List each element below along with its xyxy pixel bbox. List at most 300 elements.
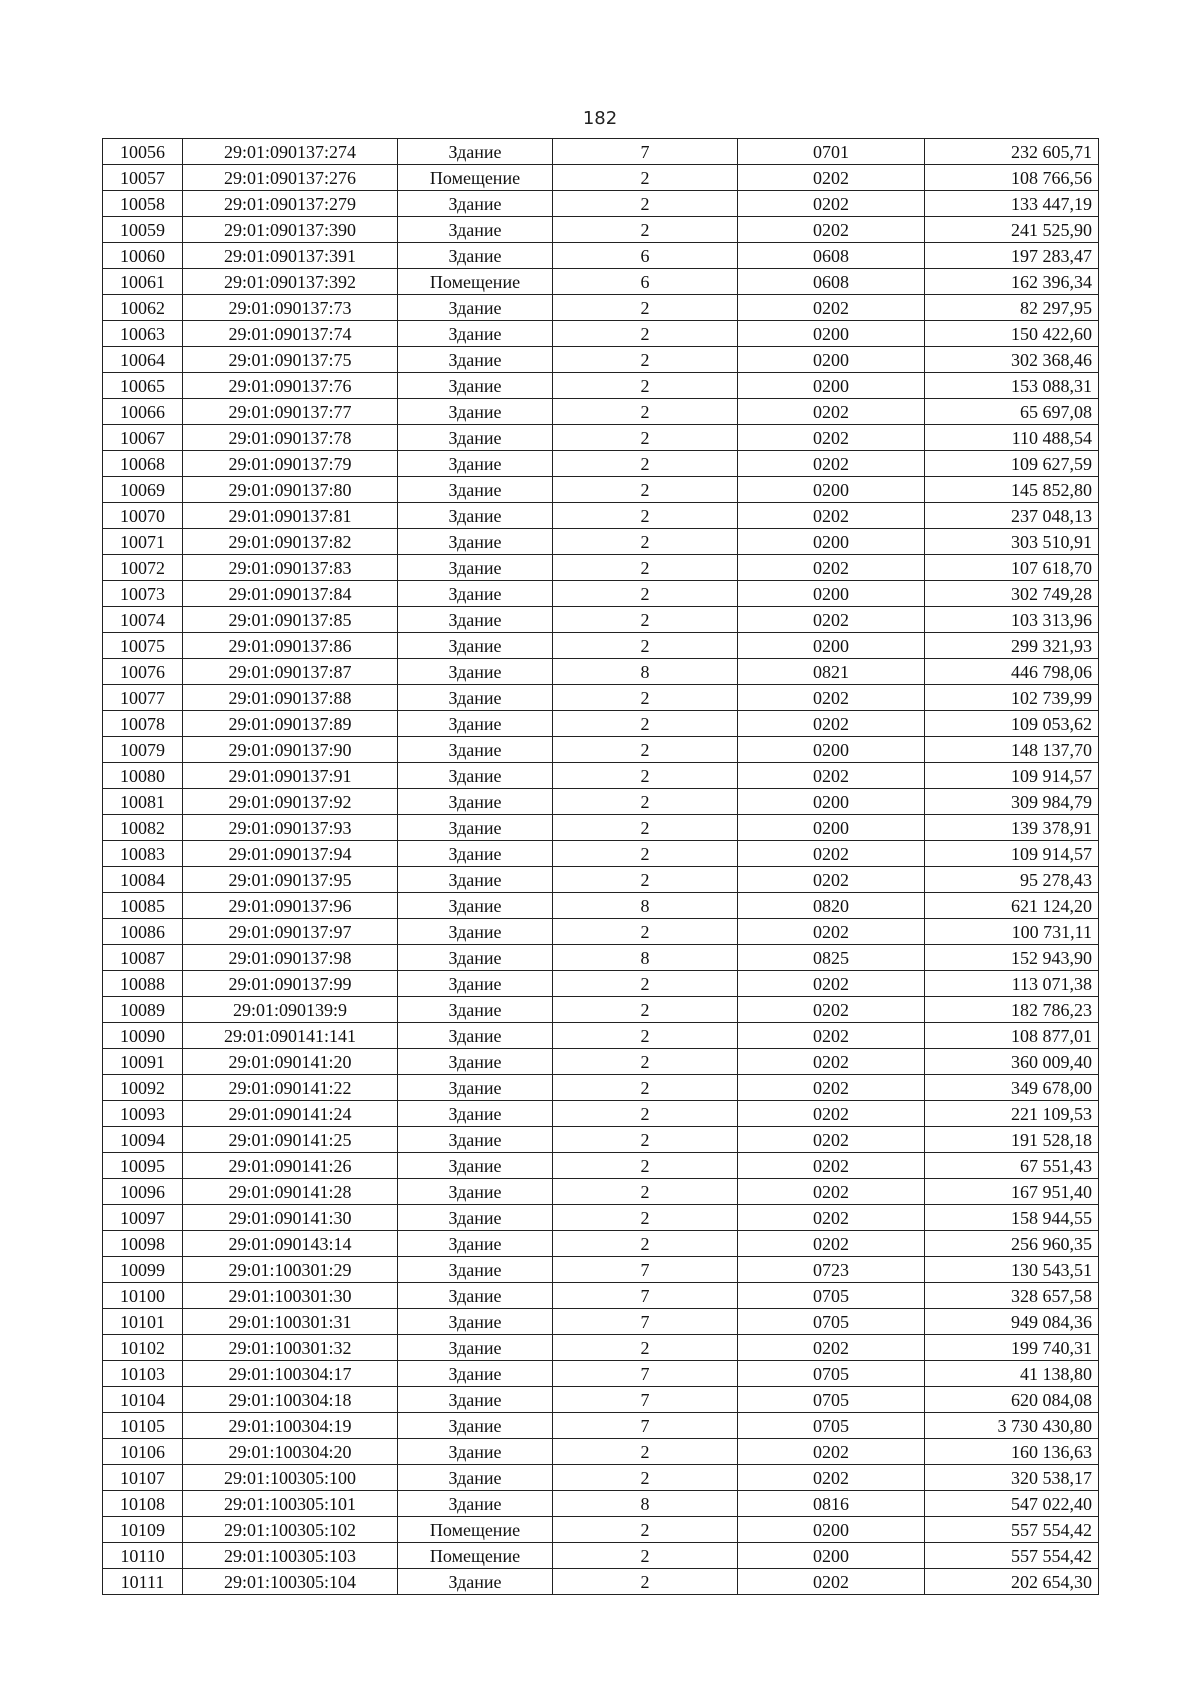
subgroup-code-cell: 0200	[738, 1543, 925, 1569]
subgroup-code-cell: 0821	[738, 659, 925, 685]
group-cell: 2	[553, 1101, 738, 1127]
object-type-cell: Здание	[398, 581, 553, 607]
record-number-cell: 10058	[103, 191, 183, 217]
record-number-cell: 10076	[103, 659, 183, 685]
group-cell: 2	[553, 503, 738, 529]
object-type-cell: Здание	[398, 1283, 553, 1309]
cadastral-value-cell: 237 048,13	[925, 503, 1099, 529]
cadastral-number-cell: 29:01:100305:103	[183, 1543, 398, 1569]
table-row	[103, 217, 1099, 243]
subgroup-code-cell: 0202	[738, 1075, 925, 1101]
object-type-cell: Здание	[398, 1127, 553, 1153]
cadastral-number-cell: 29:01:090137:98	[183, 945, 398, 971]
subgroup-code-cell: 0202	[738, 1335, 925, 1361]
record-number-cell: 10110	[103, 1543, 183, 1569]
record-number-cell: 10070	[103, 503, 183, 529]
object-type-cell: Здание	[398, 1101, 553, 1127]
table-row	[103, 971, 1099, 997]
subgroup-code-cell: 0202	[738, 555, 925, 581]
cadastral-value-cell: 103 313,96	[925, 607, 1099, 633]
group-cell: 2	[553, 867, 738, 893]
object-type-cell: Здание	[398, 711, 553, 737]
group-cell: 2	[553, 1465, 738, 1491]
record-number-cell: 10099	[103, 1257, 183, 1283]
table-row	[103, 1101, 1099, 1127]
object-type-cell: Здание	[398, 1257, 553, 1283]
cadastral-number-cell: 29:01:090137:75	[183, 347, 398, 373]
table-row	[103, 1075, 1099, 1101]
object-type-cell: Здание	[398, 867, 553, 893]
cadastral-number-cell: 29:01:090141:24	[183, 1101, 398, 1127]
cadastral-value-cell: 620 084,08	[925, 1387, 1099, 1413]
object-type-cell: Помещение	[398, 1543, 553, 1569]
record-number-cell: 10098	[103, 1231, 183, 1257]
table-row	[103, 763, 1099, 789]
record-number-cell: 10069	[103, 477, 183, 503]
object-type-cell: Здание	[398, 1413, 553, 1439]
cadastral-value-cell: 191 528,18	[925, 1127, 1099, 1153]
cadastral-number-cell: 29:01:090141:141	[183, 1023, 398, 1049]
cadastral-value-cell: 148 137,70	[925, 737, 1099, 763]
record-number-cell: 10105	[103, 1413, 183, 1439]
cadastral-number-cell: 29:01:090137:78	[183, 425, 398, 451]
subgroup-code-cell: 0202	[738, 295, 925, 321]
cadastral-number-cell: 29:01:090141:26	[183, 1153, 398, 1179]
cadastral-value-cell: 547 022,40	[925, 1491, 1099, 1517]
table-row	[103, 893, 1099, 919]
subgroup-code-cell: 0202	[738, 1049, 925, 1075]
subgroup-code-cell: 0701	[738, 139, 925, 165]
table-row	[103, 347, 1099, 373]
object-type-cell: Здание	[398, 139, 553, 165]
record-number-cell: 10084	[103, 867, 183, 893]
group-cell: 8	[553, 659, 738, 685]
cadastral-value-cell: 160 136,63	[925, 1439, 1099, 1465]
cadastral-value-cell: 145 852,80	[925, 477, 1099, 503]
table-row	[103, 1491, 1099, 1517]
group-cell: 2	[553, 1049, 738, 1075]
page-number: 182	[582, 108, 618, 129]
record-number-cell: 10079	[103, 737, 183, 763]
group-cell: 2	[553, 1075, 738, 1101]
object-type-cell: Здание	[398, 243, 553, 269]
record-number-cell: 10093	[103, 1101, 183, 1127]
object-type-cell: Здание	[398, 529, 553, 555]
record-number-cell: 10071	[103, 529, 183, 555]
group-cell: 2	[553, 529, 738, 555]
subgroup-code-cell: 0202	[738, 399, 925, 425]
record-number-cell: 10060	[103, 243, 183, 269]
subgroup-code-cell: 0202	[738, 1101, 925, 1127]
cadastral-value-cell: 949 084,36	[925, 1309, 1099, 1335]
cadastral-value-cell: 133 447,19	[925, 191, 1099, 217]
group-cell: 2	[553, 919, 738, 945]
group-cell: 2	[553, 1179, 738, 1205]
cadastral-value-cell: 256 960,35	[925, 1231, 1099, 1257]
group-cell: 7	[553, 1257, 738, 1283]
group-cell: 2	[553, 997, 738, 1023]
group-cell: 2	[553, 607, 738, 633]
table-row	[103, 503, 1099, 529]
record-number-cell: 10111	[103, 1569, 183, 1595]
object-type-cell: Помещение	[398, 165, 553, 191]
record-number-cell: 10090	[103, 1023, 183, 1049]
group-cell: 2	[553, 425, 738, 451]
group-cell: 2	[553, 165, 738, 191]
cadastral-number-cell: 29:01:100304:20	[183, 1439, 398, 1465]
cadastral-number-cell: 29:01:100305:100	[183, 1465, 398, 1491]
record-number-cell: 10095	[103, 1153, 183, 1179]
record-number-cell: 10101	[103, 1309, 183, 1335]
object-type-cell: Здание	[398, 737, 553, 763]
cadastral-value-cell: 202 654,30	[925, 1569, 1099, 1595]
record-number-cell: 10088	[103, 971, 183, 997]
record-number-cell: 10106	[103, 1439, 183, 1465]
object-type-cell: Здание	[398, 919, 553, 945]
record-number-cell: 10097	[103, 1205, 183, 1231]
subgroup-code-cell: 0202	[738, 841, 925, 867]
cadastral-number-cell: 29:01:090137:391	[183, 243, 398, 269]
cadastral-number-cell: 29:01:090137:86	[183, 633, 398, 659]
record-number-cell: 10087	[103, 945, 183, 971]
object-type-cell: Здание	[398, 763, 553, 789]
record-number-cell: 10091	[103, 1049, 183, 1075]
cadastral-number-cell: 29:01:090137:88	[183, 685, 398, 711]
object-type-cell: Здание	[398, 1049, 553, 1075]
table-row	[103, 997, 1099, 1023]
group-cell: 2	[553, 763, 738, 789]
subgroup-code-cell: 0200	[738, 321, 925, 347]
subgroup-code-cell: 0202	[738, 1023, 925, 1049]
table-row	[103, 295, 1099, 321]
cadastral-number-cell: 29:01:090137:79	[183, 451, 398, 477]
object-type-cell: Здание	[398, 893, 553, 919]
table-row	[103, 607, 1099, 633]
cadastral-number-cell: 29:01:090137:91	[183, 763, 398, 789]
subgroup-code-cell: 0816	[738, 1491, 925, 1517]
cadastral-value-cell: 349 678,00	[925, 1075, 1099, 1101]
group-cell: 2	[553, 581, 738, 607]
group-cell: 2	[553, 1517, 738, 1543]
table-row	[103, 529, 1099, 555]
object-type-cell: Здание	[398, 191, 553, 217]
cadastral-value-cell: 150 422,60	[925, 321, 1099, 347]
cadastral-value-cell: 82 297,95	[925, 295, 1099, 321]
group-cell: 2	[553, 841, 738, 867]
group-cell: 7	[553, 139, 738, 165]
cadastral-value-cell: 302 749,28	[925, 581, 1099, 607]
group-cell: 2	[553, 1439, 738, 1465]
object-type-cell: Здание	[398, 659, 553, 685]
record-number-cell: 10061	[103, 269, 183, 295]
cadastral-value-cell: 102 739,99	[925, 685, 1099, 711]
record-number-cell: 10068	[103, 451, 183, 477]
table-row	[103, 1517, 1099, 1543]
cadastral-number-cell: 29:01:090137:93	[183, 815, 398, 841]
cadastral-value-cell: 95 278,43	[925, 867, 1099, 893]
cadastral-number-cell: 29:01:090137:87	[183, 659, 398, 685]
table-row	[103, 1179, 1099, 1205]
object-type-cell: Здание	[398, 399, 553, 425]
object-type-cell: Здание	[398, 1491, 553, 1517]
cadastral-value-cell: 232 605,71	[925, 139, 1099, 165]
record-number-cell: 10103	[103, 1361, 183, 1387]
subgroup-code-cell: 0202	[738, 1179, 925, 1205]
subgroup-code-cell: 0705	[738, 1413, 925, 1439]
object-type-cell: Здание	[398, 347, 553, 373]
record-number-cell: 10104	[103, 1387, 183, 1413]
record-number-cell: 10086	[103, 919, 183, 945]
record-number-cell: 10075	[103, 633, 183, 659]
record-number-cell: 10074	[103, 607, 183, 633]
table-row	[103, 919, 1099, 945]
table-row	[103, 1309, 1099, 1335]
table-row	[103, 139, 1099, 165]
group-cell: 7	[553, 1413, 738, 1439]
group-cell: 6	[553, 243, 738, 269]
cadastral-value-cell: 107 618,70	[925, 555, 1099, 581]
group-cell: 2	[553, 1127, 738, 1153]
cadastral-value-cell: 3 730 430,80	[925, 1413, 1099, 1439]
object-type-cell: Здание	[398, 555, 553, 581]
subgroup-code-cell: 0202	[738, 451, 925, 477]
object-type-cell: Здание	[398, 1361, 553, 1387]
table-row	[103, 1387, 1099, 1413]
record-number-cell: 10108	[103, 1491, 183, 1517]
cadastral-value-cell: 113 071,38	[925, 971, 1099, 997]
group-cell: 2	[553, 1335, 738, 1361]
cadastral-value-cell: 241 525,90	[925, 217, 1099, 243]
cadastral-value-cell: 557 554,42	[925, 1543, 1099, 1569]
cadastral-number-cell: 29:01:090137:97	[183, 919, 398, 945]
subgroup-code-cell: 0723	[738, 1257, 925, 1283]
cadastral-value-cell: 100 731,11	[925, 919, 1099, 945]
cadastral-value-cell: 108 766,56	[925, 165, 1099, 191]
object-type-cell: Здание	[398, 1335, 553, 1361]
table-row	[103, 633, 1099, 659]
table-row	[103, 841, 1099, 867]
cadastral-number-cell: 29:01:090141:20	[183, 1049, 398, 1075]
cadastral-value-cell: 67 551,43	[925, 1153, 1099, 1179]
cadastral-number-cell: 29:01:090137:274	[183, 139, 398, 165]
group-cell: 2	[553, 971, 738, 997]
group-cell: 2	[553, 1023, 738, 1049]
table-row	[103, 555, 1099, 581]
record-number-cell: 10102	[103, 1335, 183, 1361]
record-number-cell: 10082	[103, 815, 183, 841]
group-cell: 2	[553, 815, 738, 841]
subgroup-code-cell: 0202	[738, 1569, 925, 1595]
table-row	[103, 321, 1099, 347]
cadastral-number-cell: 29:01:100305:101	[183, 1491, 398, 1517]
cadastral-number-cell: 29:01:090137:85	[183, 607, 398, 633]
record-number-cell: 10059	[103, 217, 183, 243]
group-cell: 2	[553, 191, 738, 217]
group-cell: 2	[553, 217, 738, 243]
object-type-cell: Здание	[398, 1439, 553, 1465]
table-row	[103, 789, 1099, 815]
record-number-cell: 10083	[103, 841, 183, 867]
cadastral-number-cell: 29:01:090137:276	[183, 165, 398, 191]
cadastral-value-cell: 199 740,31	[925, 1335, 1099, 1361]
subgroup-code-cell: 0200	[738, 1517, 925, 1543]
cadastral-number-cell: 29:01:090137:95	[183, 867, 398, 893]
table-row	[103, 373, 1099, 399]
table-row	[103, 1205, 1099, 1231]
cadastral-value-cell: 446 798,06	[925, 659, 1099, 685]
table-row	[103, 1465, 1099, 1491]
cadastral-value-cell: 65 697,08	[925, 399, 1099, 425]
group-cell: 2	[553, 451, 738, 477]
record-number-cell: 10064	[103, 347, 183, 373]
object-type-cell: Здание	[398, 1569, 553, 1595]
cadastral-number-cell: 29:01:100301:29	[183, 1257, 398, 1283]
cadastral-number-cell: 29:01:090137:73	[183, 295, 398, 321]
object-type-cell: Помещение	[398, 269, 553, 295]
subgroup-code-cell: 0202	[738, 165, 925, 191]
group-cell: 2	[553, 1231, 738, 1257]
subgroup-code-cell: 0825	[738, 945, 925, 971]
cadastral-number-cell: 29:01:090137:84	[183, 581, 398, 607]
table-row	[103, 945, 1099, 971]
cadastral-value-cell: 158 944,55	[925, 1205, 1099, 1231]
table-row	[103, 1361, 1099, 1387]
cadastral-value-cell: 41 138,80	[925, 1361, 1099, 1387]
object-type-cell: Здание	[398, 1387, 553, 1413]
subgroup-code-cell: 0202	[738, 685, 925, 711]
table-row	[103, 243, 1099, 269]
record-number-cell: 10062	[103, 295, 183, 321]
cadastral-value-cell: 299 321,93	[925, 633, 1099, 659]
cadastral-number-cell: 29:01:100304:18	[183, 1387, 398, 1413]
record-number-cell: 10077	[103, 685, 183, 711]
record-number-cell: 10107	[103, 1465, 183, 1491]
group-cell: 2	[553, 711, 738, 737]
subgroup-code-cell: 0202	[738, 763, 925, 789]
group-cell: 2	[553, 347, 738, 373]
cadastral-value-cell: 360 009,40	[925, 1049, 1099, 1075]
record-number-cell: 10067	[103, 425, 183, 451]
subgroup-code-cell: 0202	[738, 425, 925, 451]
subgroup-code-cell: 0202	[738, 997, 925, 1023]
cadastral-number-cell: 29:01:100301:30	[183, 1283, 398, 1309]
subgroup-code-cell: 0202	[738, 919, 925, 945]
cadastral-value-cell: 162 396,34	[925, 269, 1099, 295]
cadastral-number-cell: 29:01:090141:28	[183, 1179, 398, 1205]
group-cell: 2	[553, 633, 738, 659]
table-row	[103, 581, 1099, 607]
cadastral-number-cell: 29:01:100301:31	[183, 1309, 398, 1335]
cadastral-number-cell: 29:01:090137:99	[183, 971, 398, 997]
table-row	[103, 1413, 1099, 1439]
subgroup-code-cell: 0202	[738, 867, 925, 893]
subgroup-code-cell: 0202	[738, 191, 925, 217]
object-type-cell: Здание	[398, 945, 553, 971]
group-cell: 2	[553, 295, 738, 321]
table-row	[103, 1231, 1099, 1257]
cadastral-number-cell: 29:01:090137:81	[183, 503, 398, 529]
cadastral-value-cell: 302 368,46	[925, 347, 1099, 373]
cadastral-number-cell: 29:01:090139:9	[183, 997, 398, 1023]
table-row	[103, 685, 1099, 711]
cadastral-value-cell: 109 914,57	[925, 841, 1099, 867]
table-row	[103, 1153, 1099, 1179]
subgroup-code-cell: 0202	[738, 1127, 925, 1153]
record-number-cell: 10094	[103, 1127, 183, 1153]
cadastral-number-cell: 29:01:090137:92	[183, 789, 398, 815]
record-number-cell: 10066	[103, 399, 183, 425]
table-row	[103, 269, 1099, 295]
cadastral-value-cell: 557 554,42	[925, 1517, 1099, 1543]
object-type-cell: Здание	[398, 321, 553, 347]
cadastral-number-cell: 29:01:090141:22	[183, 1075, 398, 1101]
subgroup-code-cell: 0200	[738, 529, 925, 555]
table-row	[103, 711, 1099, 737]
cadastral-value-cell: 197 283,47	[925, 243, 1099, 269]
cadastral-value-cell: 182 786,23	[925, 997, 1099, 1023]
subgroup-code-cell: 0200	[738, 633, 925, 659]
record-number-cell: 10065	[103, 373, 183, 399]
group-cell: 8	[553, 1491, 738, 1517]
object-type-cell: Здание	[398, 1465, 553, 1491]
table-row	[103, 659, 1099, 685]
cadastral-number-cell: 29:01:090137:80	[183, 477, 398, 503]
object-type-cell: Здание	[398, 841, 553, 867]
subgroup-code-cell: 0608	[738, 269, 925, 295]
subgroup-code-cell: 0202	[738, 217, 925, 243]
record-number-cell: 10081	[103, 789, 183, 815]
table-row	[103, 1335, 1099, 1361]
cadastral-number-cell: 29:01:100304:17	[183, 1361, 398, 1387]
cadastral-value-cell: 320 538,17	[925, 1465, 1099, 1491]
record-number-cell: 10092	[103, 1075, 183, 1101]
subgroup-code-cell: 0200	[738, 581, 925, 607]
cadastral-number-cell: 29:01:090141:25	[183, 1127, 398, 1153]
subgroup-code-cell: 0200	[738, 789, 925, 815]
table-row	[103, 1049, 1099, 1075]
cadastral-number-cell: 29:01:100305:102	[183, 1517, 398, 1543]
group-cell: 2	[553, 1205, 738, 1231]
cadastral-number-cell: 29:01:090137:90	[183, 737, 398, 763]
table-row	[103, 1127, 1099, 1153]
record-number-cell: 10056	[103, 139, 183, 165]
record-number-cell: 10063	[103, 321, 183, 347]
group-cell: 2	[553, 1153, 738, 1179]
object-type-cell: Здание	[398, 451, 553, 477]
subgroup-code-cell: 0705	[738, 1309, 925, 1335]
subgroup-code-cell: 0705	[738, 1387, 925, 1413]
table-row	[103, 1283, 1099, 1309]
cadastral-number-cell: 29:01:090137:96	[183, 893, 398, 919]
record-number-cell: 10073	[103, 581, 183, 607]
object-type-cell: Здание	[398, 217, 553, 243]
group-cell: 8	[553, 945, 738, 971]
subgroup-code-cell: 0200	[738, 477, 925, 503]
object-type-cell: Здание	[398, 971, 553, 997]
subgroup-code-cell: 0202	[738, 1153, 925, 1179]
cadastral-number-cell: 29:01:090143:14	[183, 1231, 398, 1257]
object-type-cell: Здание	[398, 1153, 553, 1179]
cadastral-value-cell: 108 877,01	[925, 1023, 1099, 1049]
cadastral-number-cell: 29:01:090137:76	[183, 373, 398, 399]
cadastral-number-cell: 29:01:090137:82	[183, 529, 398, 555]
cadastral-value-cell: 309 984,79	[925, 789, 1099, 815]
table-row	[103, 425, 1099, 451]
cadastral-number-cell: 29:01:100301:32	[183, 1335, 398, 1361]
object-type-cell: Помещение	[398, 1517, 553, 1543]
cadastral-value-cell: 328 657,58	[925, 1283, 1099, 1309]
subgroup-code-cell: 0608	[738, 243, 925, 269]
